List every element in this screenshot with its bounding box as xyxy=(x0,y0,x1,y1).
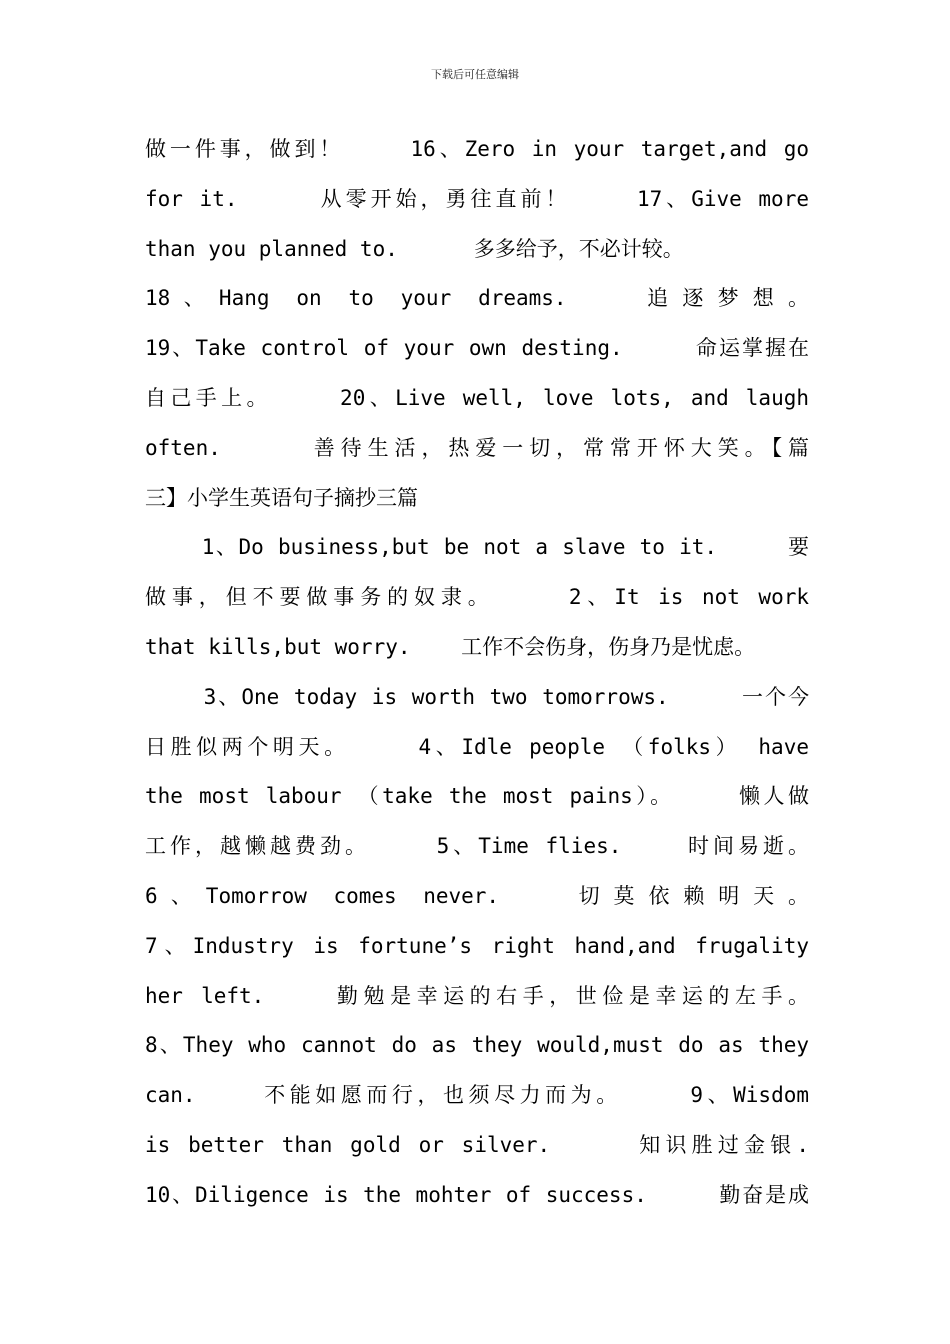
text-line: 18 、 Hang on to your dreams. 追 逐 梦 想 。 xyxy=(145,286,809,311)
text-line: is better than gold or silver. 知识胜过金银. xyxy=(145,1132,809,1157)
text-line: 工作，越懒越费劲。 5、Time flies. 时间易逝。 xyxy=(145,834,809,859)
text-line: 7、Industry is fortune’s right hand,and frugality xyxy=(145,933,809,958)
text-line: can. 不能如愿而行，也须尽力而为。 9、Wisdom xyxy=(145,1083,809,1108)
text-line: 三】小学生英语句子摘抄三篇 xyxy=(145,485,418,510)
text-line: that kills,but worry. 工作不会伤身，伤身乃是忧虑。 xyxy=(145,634,756,659)
text-line: 做事，但不要做事务的奴隶。 2、It is not work xyxy=(145,585,809,610)
page-header: 下载后可任意编辑 xyxy=(431,68,519,81)
text-line: 3、One today is worth two tomorrows. 一个今 xyxy=(145,684,809,709)
text-line: 自己手上。 20、Live well, love lots, and laugh xyxy=(145,385,809,410)
document-body xyxy=(145,125,809,1221)
text-line: 日胜似两个明天。 4、Idle people （folks） have xyxy=(145,734,809,759)
text-line: for it. 从零开始，勇往直前！ 17、Give more xyxy=(145,186,809,211)
text-line: 8、They who cannot do as they would,must do as they xyxy=(145,1033,809,1058)
text-line: 做一件事，做到！ 16、Zero in your target,and go xyxy=(145,137,809,161)
text-line: than you planned to. 多多给予，不必计较。 xyxy=(145,236,684,261)
text-line: 19、Take control of your own desting. 命运掌握在 xyxy=(145,336,809,361)
text-line: the most labour （take the most pains）。 懒人做 xyxy=(145,784,809,809)
text-line: 6 、 Tomorrow comes never. 切 莫 依 赖 明 天 。 xyxy=(145,883,809,908)
text-line: 10、Diligence is the mohter of success. 勤奋是成 xyxy=(145,1182,809,1207)
text-line: 1、Do business,but be not a slave to it. 要 xyxy=(145,535,809,560)
text-line: her left. 勤勉是幸运的右手，世俭是幸运的左手。 xyxy=(145,983,809,1008)
text-line: often. 善待生活，热爱一切，常常开怀大笑。【篇 xyxy=(145,435,809,460)
